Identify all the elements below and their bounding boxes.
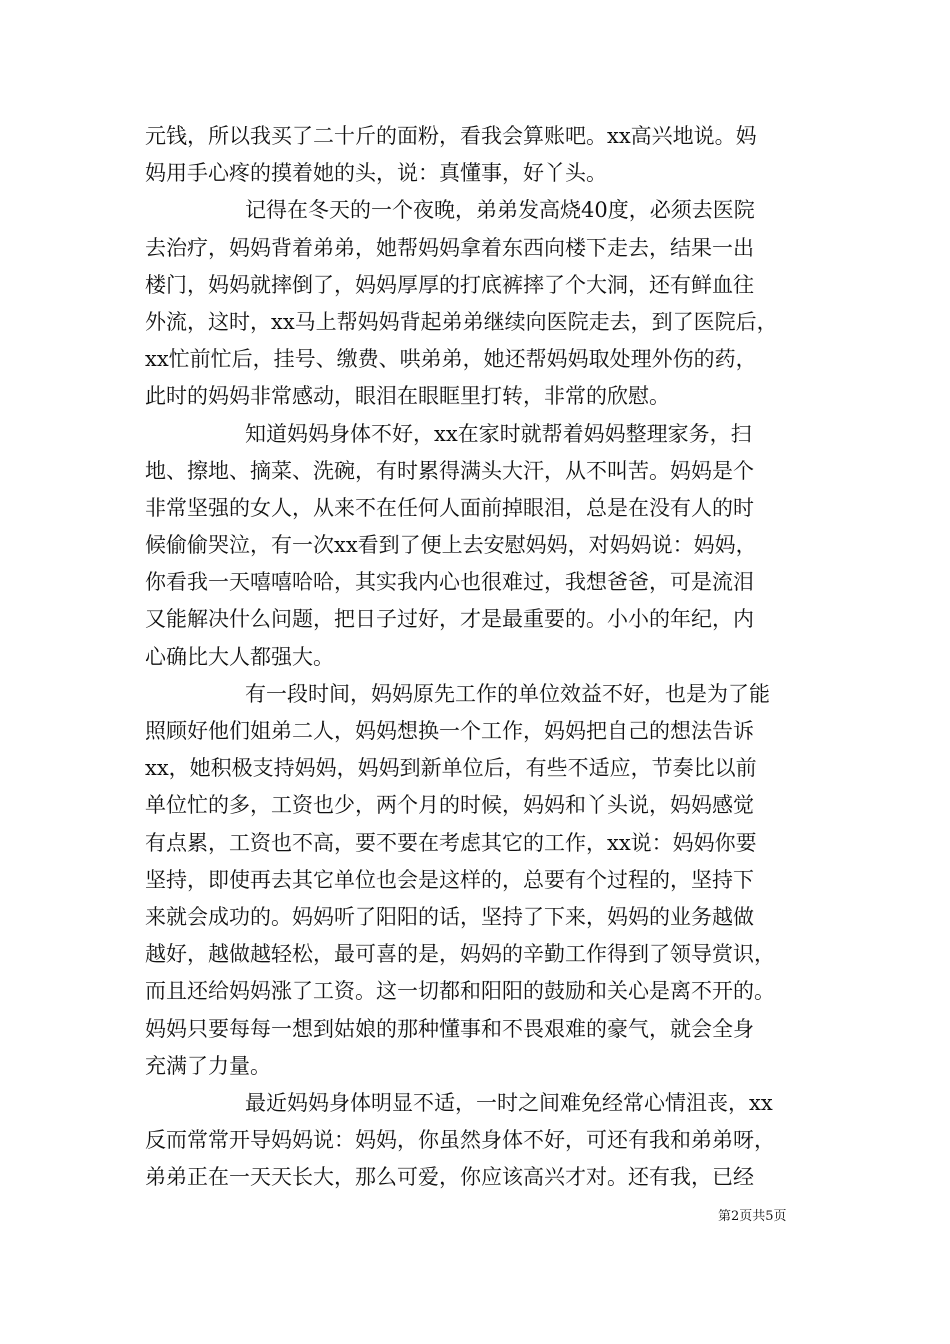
text-line: 照顾好他们姐弟二人，妈妈想换一个工作，妈妈把自己的想法告诉: [145, 719, 754, 743]
text-line: 去治疗，妈妈背着弟弟，她帮妈妈拿着东西向楼下走去，结果一出: [145, 235, 754, 260]
text-line: 反而常常开导妈妈说：妈妈，你虽然身体不好，可还有我和弟弟呀，: [145, 1128, 775, 1153]
text-line: 心确比大人都强大。: [145, 644, 334, 669]
text-line: 而且还给妈妈涨了工资。这一切都和阳阳的鼓励和关心是离不开的。: [145, 979, 775, 1004]
text-line: 元钱，所以我买了二十斤的面粉，看我会算账吧。xx高兴地说。妈: [145, 124, 757, 148]
text-line: 坚持，即使再去其它单位也会是这样的，总要有个过程的，坚持下: [145, 867, 754, 892]
text-line: 单位忙的多，工资也少，两个月的时候，妈妈和丫头说，妈妈感觉: [145, 793, 754, 818]
document-body: [145, 118, 817, 1196]
text-line: 来就会成功的。妈妈听了阳阳的话，坚持了下来，妈妈的业务越做: [145, 904, 754, 929]
text-line: 充满了力量。: [145, 1053, 271, 1078]
paragraph-start-line: 知道妈妈身体不好，xx在家时就帮着妈妈整理家务，扫: [245, 421, 752, 446]
text-line: 又能解决什么问题，把日子过好，才是最重要的。小小的年纪，内: [145, 607, 754, 632]
text-line: 地、擦地、摘菜、洗碗，有时累得满头大汗，从不叫苦。妈妈是个: [145, 458, 754, 483]
text-line: 有点累，工资也不高，要不要在考虑其它的工作，xx说：妈妈你要: [145, 830, 757, 855]
text-line: 候偷偷哭泣，有一次xx看到了便上去安慰妈妈，对妈妈说：妈妈，: [145, 533, 757, 558]
text-line: 楼门，妈妈就摔倒了，妈妈厚厚的打底裤摔了个大洞，还有鲜血往: [145, 272, 754, 297]
text-line: xx忙前忙后，挂号、缴费、哄弟弟，她还帮妈妈取处理外伤的药，: [145, 347, 757, 372]
text-line: 越好，越做越轻松，最可喜的是，妈妈的辛勤工作得到了领导赏识，: [145, 942, 775, 967]
text-line: xx，她积极支持妈妈，妈妈到新单位后，有些不适应，节奏比以前: [145, 756, 757, 781]
text-line: 非常坚强的女人，从来不在任何人面前掉眼泪，总是在没有人的时: [145, 495, 754, 520]
text-line: 妈妈只要每每一想到姑娘的那种懂事和不畏艰难的豪气，就会全身: [145, 1016, 754, 1041]
text-line: 你看我一天嘻嘻哈哈，其实我内心也很难过，我想爸爸，可是流泪: [145, 570, 754, 595]
text-line: 此时的妈妈非常感动，眼泪在眼眶里打转，非常的欣慰。: [145, 384, 670, 409]
text-line: 外流，这时，xx马上帮妈妈背起弟弟继续向医院走去，到了医院后，: [145, 309, 778, 334]
text-line: 弟弟正在一天天长大，那么可爱，你应该高兴才对。还有我，已经: [145, 1165, 754, 1190]
paragraph-start-line: 最近妈妈身体明显不适，一时之间难免经常心情沮丧，xx: [245, 1090, 773, 1115]
paragraph-start-line: 记得在冬天的一个夜晚，弟弟发高烧40度，必须去医院: [245, 198, 755, 223]
page-number: 第2页共5页: [718, 1209, 787, 1224]
paragraph-start-line: 有一段时间，妈妈原先工作的单位效益不好，也是为了能: [245, 681, 770, 706]
text-line: 妈用手心疼的摸着她的头，说：真懂事，好丫头。: [145, 161, 607, 186]
